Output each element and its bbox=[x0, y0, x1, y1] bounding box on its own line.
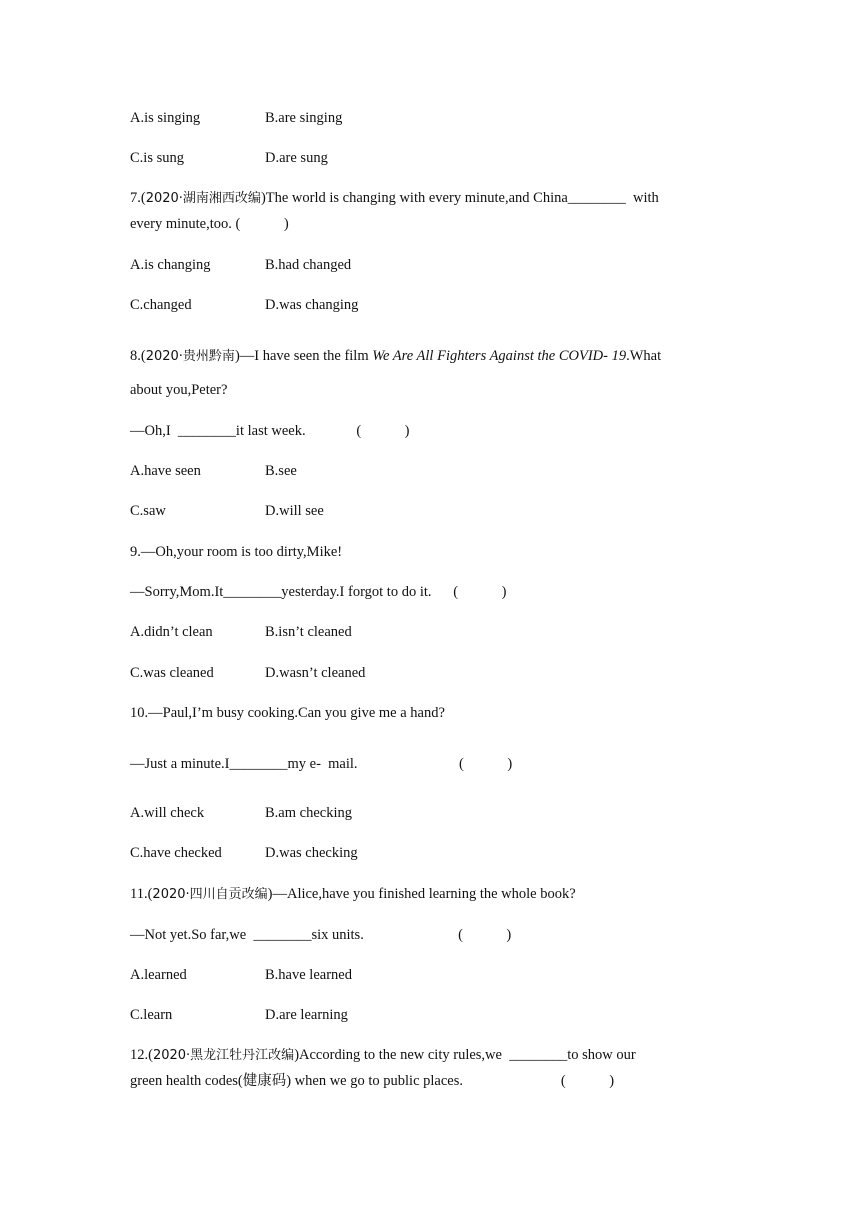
q7-option-b: B.had changed bbox=[265, 257, 352, 273]
q8-option-a: A.have seen bbox=[130, 463, 201, 479]
q11-option-c: C.learn bbox=[130, 1007, 173, 1023]
q7-source: 2020·湖南湘西改编 bbox=[145, 191, 261, 206]
q10-option-b: B.am checking bbox=[265, 805, 352, 821]
q8-option-c: C.saw bbox=[130, 503, 166, 519]
q9-option-b: B.isn’t cleaned bbox=[265, 624, 352, 640]
q6-option-b: B.are singing bbox=[265, 110, 343, 126]
q10-stem-line1: 10.—Paul,I’m busy cooking.Can you give me a hand? bbox=[130, 705, 445, 721]
q12-stem-line2: green health codes(健康码) when we go to public places. ( ) bbox=[130, 1073, 615, 1089]
q10-option-d: D.was checking bbox=[265, 845, 358, 861]
q11-option-a: A.learned bbox=[130, 967, 187, 983]
q10-stem-line2: —Just a minute.I________my e‐ mail. ( ) bbox=[130, 756, 513, 772]
q8-film-title: We Are All Fighters Against the COVID‐ 19 bbox=[372, 348, 627, 364]
q7-stem-line1: 7.(2020·湖南湘西改编)The world is changing with every minute,and China________ with bbox=[130, 190, 659, 206]
q8-source: 2020·贵州黔南 bbox=[145, 349, 235, 364]
q11-stem-line1: 11.(2020·四川自贡改编)—Alice,have you finished learning the whole book? bbox=[130, 886, 576, 902]
q8-stem-line1: 8.(2020·贵州黔南)—I have seen the film We Are All Fighters Against the COVID‐ 19.What bbox=[130, 348, 662, 364]
q8-option-d: D.will see bbox=[265, 503, 324, 519]
q6-option-a: A.is singing bbox=[130, 110, 201, 126]
q10-option-c: C.have checked bbox=[130, 845, 222, 861]
q12-source: 2020·黑龙江牡丹江改编 bbox=[152, 1048, 295, 1063]
q8-option-b: B.see bbox=[265, 463, 297, 479]
q11-option-d: D.are learning bbox=[265, 1007, 348, 1023]
q11-stem-line2: —Not yet.So far,we ________six units. ( ) bbox=[130, 927, 512, 943]
q9-option-a: A.didn’t clean bbox=[130, 624, 213, 640]
q8-stem-line3: —Oh,I ________it last week. ( ) bbox=[130, 423, 410, 439]
q9-stem-line2: —Sorry,Mom.It________yesterday.I forgot to do it. ( ) bbox=[130, 584, 507, 600]
q8-stem-line2: about you,Peter? bbox=[130, 382, 228, 398]
q6-option-c: C.is sung bbox=[130, 150, 184, 166]
q6-option-d: D.are sung bbox=[265, 150, 328, 166]
q9-option-d: D.wasn’t cleaned bbox=[265, 665, 366, 681]
q7-option-a: A.is changing bbox=[130, 257, 211, 273]
q11-source: 2020·四川自贡改编 bbox=[152, 887, 268, 902]
q10-option-a: A.will check bbox=[130, 805, 205, 821]
q9-option-c: C.was cleaned bbox=[130, 665, 214, 681]
q7-option-c: C.changed bbox=[130, 297, 192, 313]
q12-stem-line1: 12.(2020·黑龙江牡丹江改编)According to the new city rules,we ________to show our bbox=[130, 1047, 636, 1063]
q7-option-d: D.was changing bbox=[265, 297, 359, 313]
q9-stem-line1: 9.—Oh,your room is too dirty,Mike! bbox=[130, 544, 343, 560]
q11-option-b: B.have learned bbox=[265, 967, 352, 983]
q7-stem-line2: every minute,too. ( ) bbox=[130, 216, 289, 232]
